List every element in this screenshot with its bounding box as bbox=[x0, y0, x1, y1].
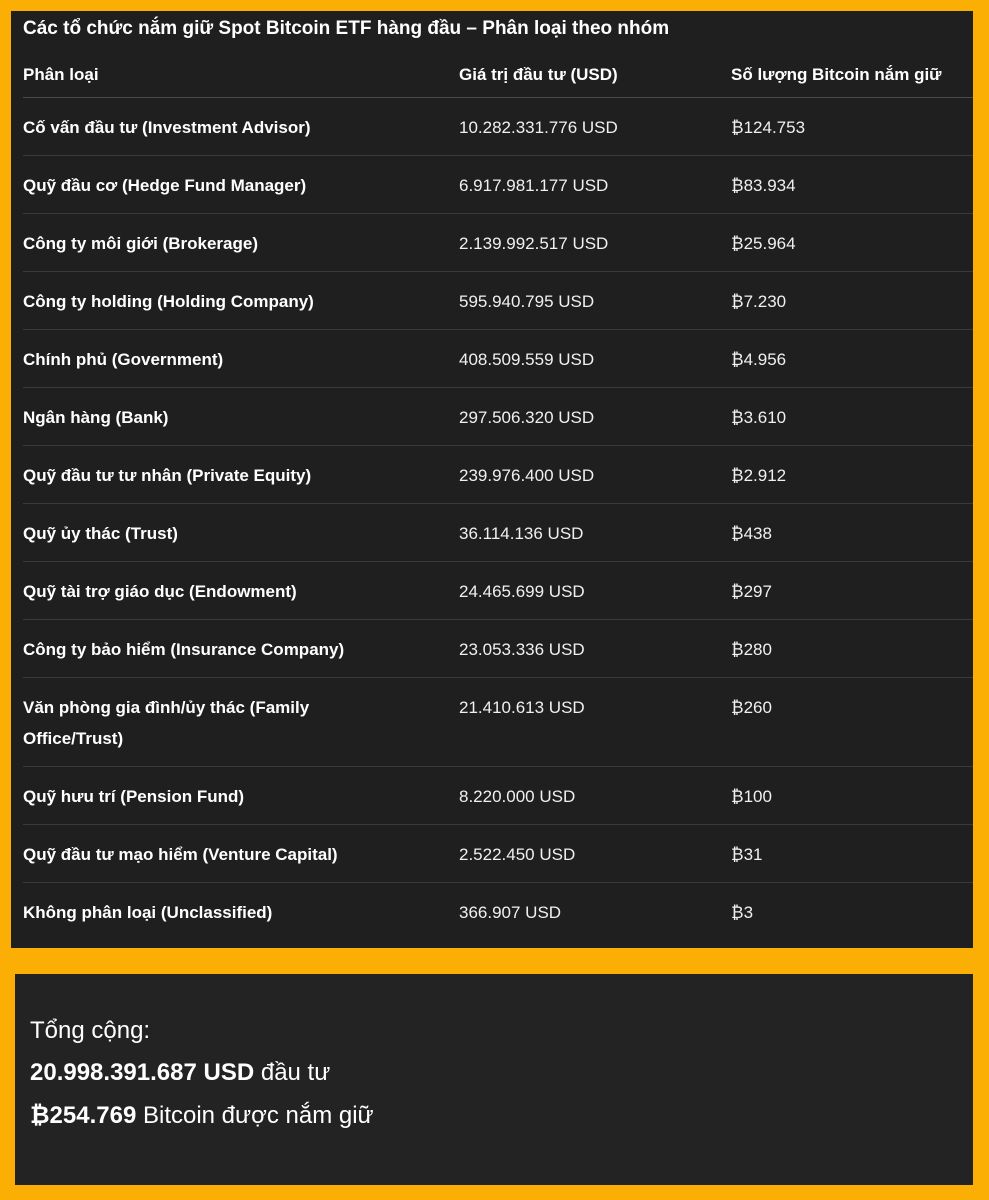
row-btc: ₿2.912 bbox=[731, 466, 787, 485]
table-title: Các tổ chức nắm giữ Spot Bitcoin ETF hàng đầu – Phân loại theo nhóm bbox=[23, 18, 670, 39]
row-btc: ₿280 bbox=[731, 640, 772, 659]
row-btc: ₿4.956 bbox=[731, 350, 787, 369]
row-category: Công ty holding (Holding Company) bbox=[23, 292, 314, 311]
row-category: Công ty bảo hiểm (Insurance Company) bbox=[23, 640, 345, 659]
row-category: Không phân loại (Unclassified) bbox=[23, 903, 273, 922]
row-value: 24.465.699 USD bbox=[459, 582, 585, 601]
row-btc: ₿3.610 bbox=[731, 408, 787, 427]
table-row bbox=[23, 272, 973, 330]
holders-table-panel bbox=[11, 11, 973, 948]
table-row bbox=[23, 214, 973, 272]
row-value: 21.410.613 USD bbox=[459, 698, 585, 717]
table-row bbox=[23, 156, 973, 214]
table-row bbox=[23, 98, 973, 156]
table-row bbox=[23, 767, 973, 825]
row-value: 595.940.795 USD bbox=[459, 292, 595, 311]
row-btc: ₿100 bbox=[731, 787, 772, 806]
summary-total-invest bbox=[30, 1058, 330, 1088]
table-row bbox=[23, 620, 973, 678]
row-btc: ₿25.964 bbox=[731, 234, 796, 253]
row-category: Quỹ ủy thác (Trust) bbox=[23, 524, 178, 543]
summary-panel bbox=[15, 974, 973, 1185]
row-category: Quỹ đầu tư tư nhân (Private Equity) bbox=[23, 466, 312, 485]
table-row bbox=[23, 504, 973, 562]
row-btc: ₿7.230 bbox=[731, 292, 787, 311]
total-invest-value: 20.998.391.687 USD bbox=[30, 1059, 255, 1086]
row-value: 2.522.450 USD bbox=[459, 845, 576, 864]
table-body bbox=[23, 98, 973, 940]
row-value: 366.907 USD bbox=[459, 903, 562, 922]
header-category: Phân loại bbox=[23, 65, 99, 84]
row-value: 10.282.331.776 USD bbox=[459, 118, 618, 137]
summary-label: Tổng cộng: bbox=[30, 1017, 151, 1044]
table-row bbox=[23, 388, 973, 446]
row-btc: ₿31 bbox=[731, 845, 763, 864]
row-value: 297.506.320 USD bbox=[459, 408, 595, 427]
row-category: Quỹ tài trợ giáo dục (Endowment) bbox=[23, 582, 297, 601]
row-value: 36.114.136 USD bbox=[459, 524, 584, 543]
table-row bbox=[23, 330, 973, 388]
row-btc: ₿438 bbox=[731, 524, 772, 543]
table-row bbox=[23, 678, 973, 767]
row-value: 2.139.992.517 USD bbox=[459, 234, 609, 253]
table-row bbox=[23, 883, 973, 940]
table-row bbox=[23, 562, 973, 620]
row-category: Văn phòng gia đình/ủy thác (Family Office/Trust) bbox=[23, 698, 310, 748]
row-category: Quỹ đầu cơ (Hedge Fund Manager) bbox=[23, 176, 307, 195]
row-btc: ₿3 bbox=[731, 903, 754, 922]
row-value: 8.220.000 USD bbox=[459, 787, 576, 806]
table-row bbox=[23, 446, 973, 504]
summary-total-btc bbox=[30, 1101, 374, 1131]
table-row bbox=[23, 825, 973, 883]
row-category: Công ty môi giới (Brokerage) bbox=[23, 234, 258, 253]
total-invest-suffix: đầu tư bbox=[254, 1059, 331, 1086]
row-btc: ₿260 bbox=[731, 698, 772, 717]
total-btc-suffix: Bitcoin được nắm giữ bbox=[136, 1102, 374, 1129]
row-category: Ngân hàng (Bank) bbox=[23, 408, 169, 427]
table-header bbox=[23, 63, 973, 98]
row-value: 408.509.559 USD bbox=[459, 350, 595, 369]
row-category: Cố vấn đầu tư (Investment Advisor) bbox=[23, 118, 311, 137]
row-category: Chính phủ (Government) bbox=[23, 350, 224, 369]
total-btc-value: ₿254.769 bbox=[30, 1102, 137, 1129]
row-btc: ₿124.753 bbox=[731, 118, 806, 137]
header-btc: Số lượng Bitcoin nắm giữ bbox=[731, 65, 942, 84]
row-value: 23.053.336 USD bbox=[459, 640, 585, 659]
row-category: Quỹ hưu trí (Pension Fund) bbox=[23, 787, 245, 806]
header-value: Giá trị đầu tư (USD) bbox=[459, 65, 618, 84]
row-btc: ₿83.934 bbox=[731, 176, 796, 195]
row-value: 239.976.400 USD bbox=[459, 466, 595, 485]
row-btc: ₿297 bbox=[731, 582, 772, 601]
row-value: 6.917.981.177 USD bbox=[459, 176, 609, 195]
row-category: Quỹ đầu tư mạo hiểm (Venture Capital) bbox=[23, 845, 338, 864]
